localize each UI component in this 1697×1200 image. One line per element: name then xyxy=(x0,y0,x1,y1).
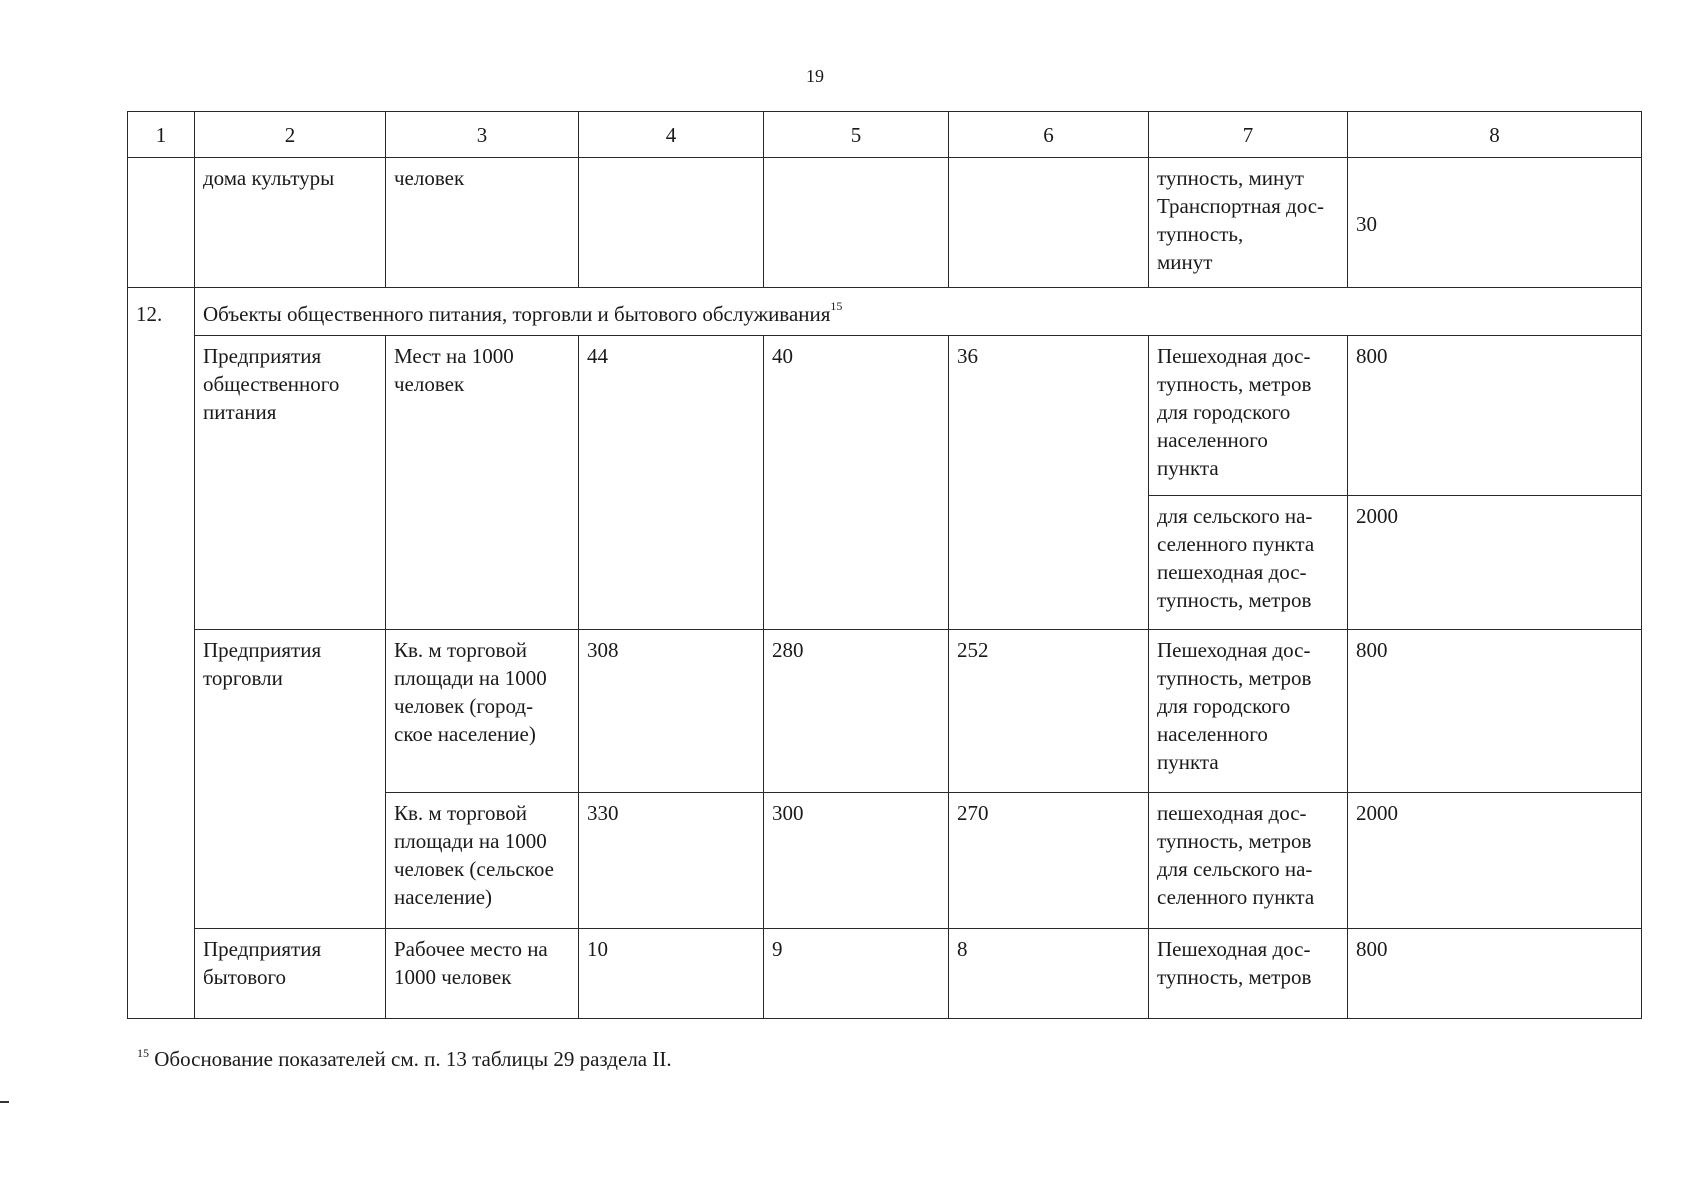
value-cell xyxy=(949,630,1149,793)
facility-name: Предприятия торговли xyxy=(203,638,322,690)
accessibility-cell xyxy=(1149,630,1348,793)
table-row-catering xyxy=(128,336,1642,496)
norm-value: 300 xyxy=(772,801,804,825)
unit-text: Рабочее место на 1000 человек xyxy=(394,937,548,989)
value-cell xyxy=(764,158,949,288)
norm-value: 252 xyxy=(957,638,989,662)
column-number-row xyxy=(128,112,1642,158)
facility-name: Предприятия бытового xyxy=(203,937,322,989)
unit-cell xyxy=(386,929,579,1019)
unit-cell xyxy=(386,158,579,288)
section-number-cell xyxy=(128,288,195,1019)
column-number: 7 xyxy=(1149,112,1348,158)
facility-name-cell xyxy=(195,630,386,929)
section-row xyxy=(128,288,1642,336)
accessibility-cell xyxy=(1149,336,1348,496)
facility-name-cell xyxy=(195,158,386,288)
norm-value: 9 xyxy=(772,937,783,961)
facility-name: Предприятия общественного питания xyxy=(203,344,340,424)
unit-cell xyxy=(386,336,579,630)
value-cell xyxy=(949,929,1149,1019)
column-number: 1 xyxy=(128,112,195,158)
norm-value: 8 xyxy=(957,937,968,961)
accessibility-cell xyxy=(1149,929,1348,1019)
distance-cell xyxy=(1348,929,1642,1019)
accessibility-text: тупность, минут Транспортная дос- тупность, минут xyxy=(1157,166,1325,274)
unit-text: Кв. м торговой площади на 1000 человек (сельское население) xyxy=(394,801,554,909)
value-cell xyxy=(579,793,764,929)
table-row-culture-houses xyxy=(128,158,1642,288)
margin-mark xyxy=(0,1101,9,1103)
column-number: 4 xyxy=(579,112,764,158)
distance-value: 800 xyxy=(1356,937,1388,961)
distance-cell xyxy=(1348,336,1642,496)
accessibility-text: для сельского на- селенного пункта пешеходная дос- тупность, метров xyxy=(1157,504,1315,612)
norm-value: 308 xyxy=(587,638,619,662)
table-row-household xyxy=(128,929,1642,1019)
norm-value: 10 xyxy=(587,937,608,961)
norm-value: 330 xyxy=(587,801,619,825)
accessibility-text: пешеходная дос- тупность, метров для сельского на- селенного пункта xyxy=(1157,801,1315,909)
value-cell xyxy=(579,929,764,1019)
distance-cell xyxy=(1348,496,1642,630)
value-cell xyxy=(764,929,949,1019)
column-number: 2 xyxy=(195,112,386,158)
unit-cell xyxy=(386,793,579,929)
standards-table xyxy=(127,111,1642,1019)
facility-name-cell xyxy=(195,929,386,1019)
column-number: 3 xyxy=(386,112,579,158)
distance-value: 800 xyxy=(1356,344,1388,368)
section-title: Объекты общественного питания, торговли и бытового обслуживания xyxy=(203,302,831,326)
unit-text: человек xyxy=(394,166,465,190)
value-cell xyxy=(949,336,1149,630)
section-number: 12. xyxy=(136,302,163,326)
norm-value: 280 xyxy=(772,638,804,662)
accessibility-text: Пешеходная дос- тупность, метров для городского населенного пункта xyxy=(1157,344,1312,480)
value-cell xyxy=(949,793,1149,929)
footnote-reference: 15 xyxy=(830,299,843,313)
accessibility-cell xyxy=(1149,496,1348,630)
unit-text: Мест на 1000 человек xyxy=(394,344,514,396)
value-cell xyxy=(579,158,764,288)
value-cell xyxy=(764,630,949,793)
value-cell xyxy=(579,630,764,793)
distance-cell xyxy=(1348,630,1642,793)
accessibility-cell xyxy=(1149,158,1348,288)
footnote-text: Обоснование показателей см. п. 13 таблицы 29 раздела II. xyxy=(154,1047,672,1071)
value-cell xyxy=(949,158,1149,288)
page-number: 19 xyxy=(806,66,824,86)
distance-value: 30 xyxy=(1356,211,1377,236)
column-number: 5 xyxy=(764,112,949,158)
facility-name-cell xyxy=(195,336,386,630)
distance-cell xyxy=(1348,158,1642,288)
footnote xyxy=(137,1047,672,1072)
distance-value: 2000 xyxy=(1356,801,1398,825)
value-cell xyxy=(764,336,949,630)
unit-cell xyxy=(386,630,579,793)
distance-value: 800 xyxy=(1356,638,1388,662)
norm-value: 270 xyxy=(957,801,989,825)
norm-value: 40 xyxy=(772,344,793,368)
norm-value: 36 xyxy=(957,344,978,368)
value-cell xyxy=(764,793,949,929)
table-row-trade-urban xyxy=(128,630,1642,793)
distance-cell xyxy=(1348,793,1642,929)
footnote-marker: 15 xyxy=(137,1046,149,1060)
accessibility-cell xyxy=(1149,793,1348,929)
value-cell xyxy=(579,336,764,630)
facility-name: дома культуры xyxy=(203,166,335,190)
column-number: 8 xyxy=(1348,112,1642,158)
accessibility-text: Пешеходная дос- тупность, метров для городского населенного пункта xyxy=(1157,638,1312,774)
row-number-cell xyxy=(128,158,195,288)
unit-text: Кв. м торговой площади на 1000 человек (город- ское население) xyxy=(394,638,547,746)
norm-value: 44 xyxy=(587,344,608,368)
distance-value: 2000 xyxy=(1356,504,1398,528)
accessibility-text: Пешеходная дос- тупность, метров xyxy=(1157,937,1312,989)
section-title-cell xyxy=(195,288,1642,336)
column-number: 6 xyxy=(949,112,1149,158)
